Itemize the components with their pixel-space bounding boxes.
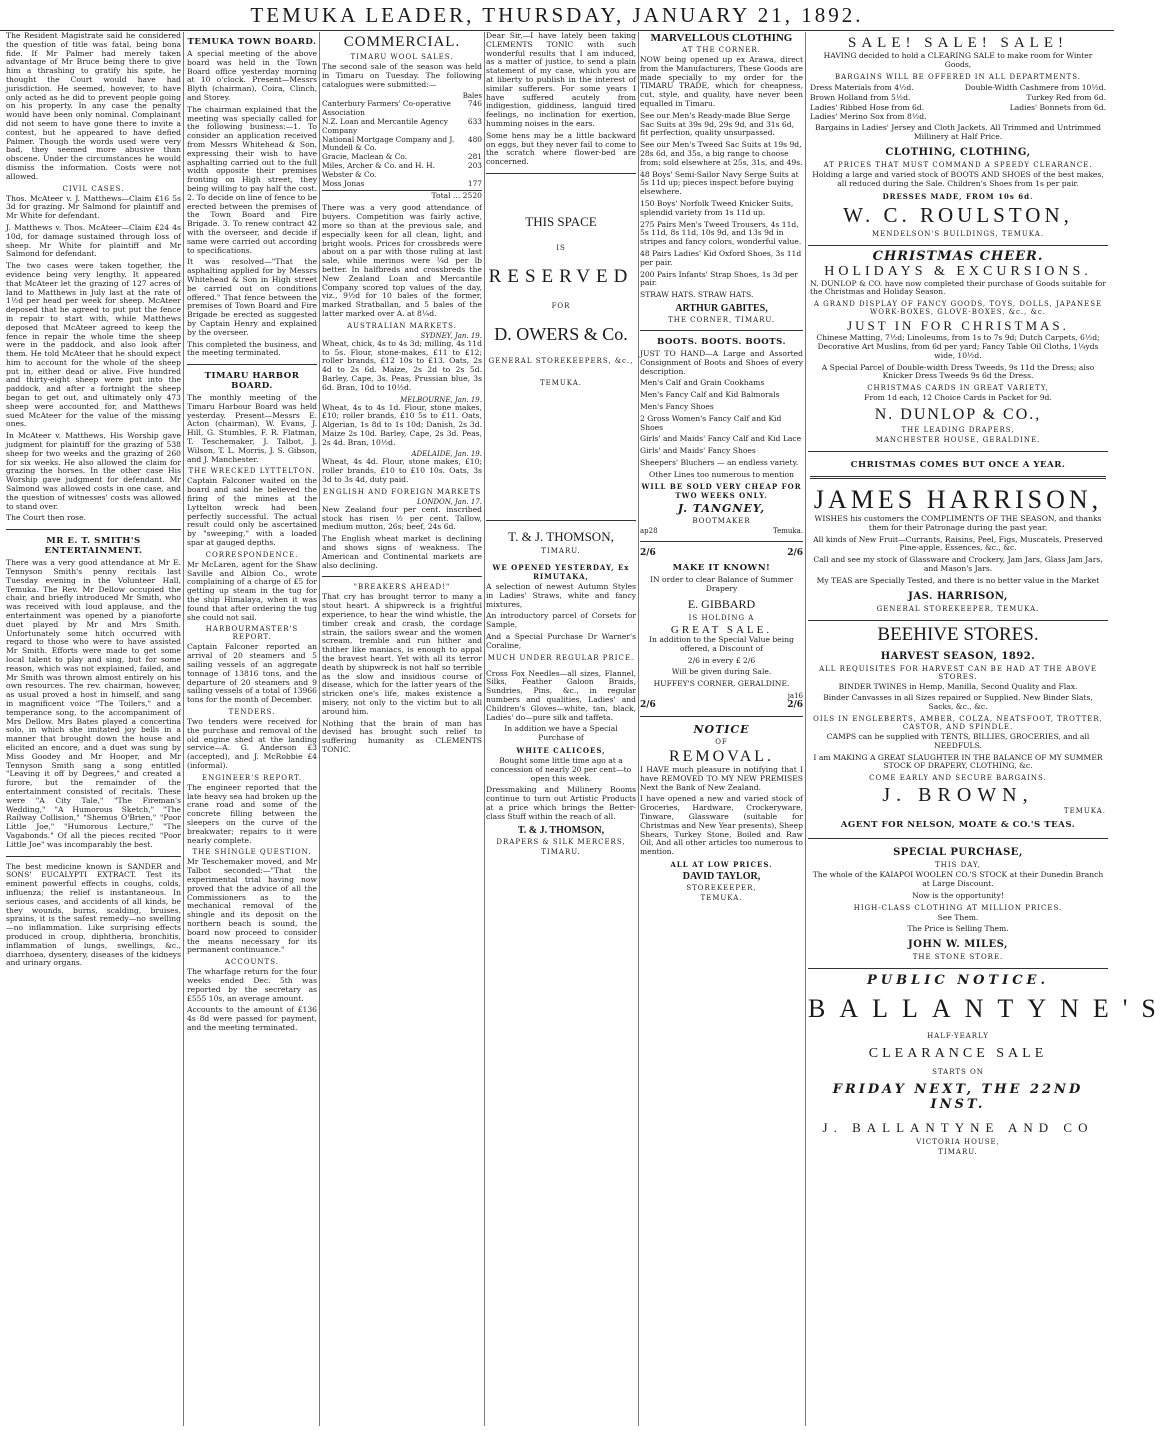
ad-line: COME EARLY AND SECURE BARGAINS.: [869, 774, 1047, 783]
ad-line: RESERVED: [488, 265, 634, 287]
ad-text: BINDER TWINES in Hemp, Manilla, Second Quality and Flax.: [838, 681, 1078, 691]
ad-text: N. DUNLOP & CO. have now completed their purchase of Goods suitable for the Christmas and Holiday Season.: [810, 278, 1106, 297]
article-text: The engineer reported that the late heavy sea had broken up the crane road and some of the concrete filling between the sleepers on the curve of the breakwater; repairs to it were nearly complete.: [187, 782, 317, 845]
ad-text: NOW being opened up ex Arawa, direct from the Manufacturers, These Goods are made specially to my order for the TIMARU TRADE, which for cheapness, cut, style, and quality, have never been equalled in Timaru.: [640, 55, 803, 108]
ad-line: THIS DAY,: [935, 861, 981, 870]
ad-line: WE OPENED YESTERDAY, Ex RIMUTAKA,: [492, 562, 630, 581]
article-text: The wharfage return for the four weeks ended Dec. 5th was reported by the secretary as £555 10s, an average amount.: [187, 967, 317, 1003]
harrison-advertisement: [808, 452, 1108, 621]
price-tag: 2/6: [640, 700, 656, 711]
ad-headline: BOOTS. BOOTS. BOOTS.: [656, 336, 787, 347]
divider: [6, 856, 181, 857]
article-headline: TIMARU HARBOR BOARD.: [204, 371, 300, 392]
ad-text: The whole of the KAIAPOI WOOLEN CO.'S STOCK at their Dunedin Branch at Large Discount.: [812, 870, 1104, 888]
roulston-advertisement: [808, 32, 1108, 246]
ad-line: BOOTMAKER: [692, 517, 751, 526]
ad-line: TIMARU.: [541, 546, 581, 555]
table-cell-name: Miles, Archer & Co. and H. H. Webster & Co.: [322, 160, 435, 179]
masthead: TEMUKA LEADER, THURSDAY, JANUARY 21, 1892.: [0, 0, 1114, 31]
ad-advertiser: T. & J. THOMSON,: [517, 825, 605, 837]
article-text: Mr McLaren, agent for the Shaw Saville and Albion Co., wrote complaining of a charge of £5 for getting up steam in the tug for the ship Himalaya, when it was found that after ordering the tug she could not sail.: [187, 559, 317, 622]
column-5: [640, 32, 803, 1426]
ad-line: ALL REQUISITES FOR HARVEST CAN BE HAD AT THE ABOVE STORES.: [819, 664, 1097, 681]
ad-line: AT THE CORNER.: [682, 46, 761, 54]
ad-line: IS HOLDING A: [688, 614, 755, 623]
article-text: That cry has brought terror to many a stout heart. A shipwreck is a frightful experience, to hear the wind whistle, the timber creak and crash, the cordage strain, the sailors swear and the women scream, tremble and run hither and thither like maniacs, is enough to appal the bravest heart. Yet with all its terror death by shipwreck is not half so terrible as the slow and insidious course of disease, which for the latter years of the stricken one's life, makes existence a misery, not only to the victim but to all around him.: [322, 592, 482, 716]
section-heading: THE SHINGLE QUESTION.: [192, 848, 312, 857]
column-4: [486, 32, 636, 1426]
ad-line: VICTORIA HOUSE,: [916, 1138, 1000, 1147]
ad-text: A Special Parcel of Double-width Dress Tweeds, 9s 11d the Dress; also Knicker Dress Tweeds 9s 6d the Dress.: [821, 362, 1095, 381]
ad-text: A selection of newest Autumn Styles in Ladies' Straws, white and fancy mixtures,: [486, 581, 636, 609]
divider: [322, 576, 482, 577]
ad-text: All kinds of New Fruit—Currants, Raisins, Peel, Figs, Muscatels, Preserved Pine-apple, Essences, &c., &c.: [813, 534, 1103, 553]
list-item: 48 Boys' Semi-Sailor Navy Serge Suits at 5s 11d up; pieces inspect before buying elsewhere.: [640, 169, 799, 197]
ad-line: TIMARU.: [541, 848, 581, 857]
ad-line: DRAPERS & SILK MERCERS,: [496, 838, 626, 847]
ad-advertiser: BALLANTYNE'S: [808, 994, 1170, 1024]
article-text: Captain Falconer waited on the board and said he believed the firing of the mines at the Lyttelton wreck had been perfectly successful. The actual result could only be ascertained by "sweeping," with a loaded spar at gauged depths.: [187, 476, 317, 548]
ad-line: STOREKEEPER,: [686, 884, 757, 893]
list-item: [810, 83, 1106, 93]
ad-line: AT PRICES THAT MUST COMMAND A SPEEDY CLEARANCE.: [823, 160, 1093, 169]
ad-line: OILS IN ENGLEBERTS, AMBER, COLZA, NEATSFOOT, TROTTER, CASTOR, AND SPINDLE.: [813, 714, 1103, 731]
article-text: This completed the business, and the meeting terminated.: [187, 339, 317, 358]
ad-line: OF: [715, 738, 728, 747]
article-text: There was a very good attendance of buyers. Competition was fairly active, more so than at the previous sale, and especially keen for all clean, light, and bright wools. Prices for crossbreds were about on a par with those ruling at last sale, while merinos were ¼d per lb better. In halfbreds and crossbreds the New Zealand Loan and Mercantile Company scored top values of the day, viz., 9½d for 10 bales of the former, marked Stratballan, and 5 bales of the latter marked over A. at 8¼d.: [322, 203, 482, 318]
ad-line: STARTS ON: [932, 1068, 984, 1077]
ad-advertiser: JAMES HARRISON,: [813, 484, 1103, 514]
table-cell-bales: 746: [467, 99, 482, 109]
ad-text: Dressmaking and Millinery Rooms continue to turn out Artistic Products at a price which brings the Better-class Stuff within the reach of all.: [486, 785, 636, 821]
boots-list: [640, 379, 803, 467]
ad-line: AGENT FOR NELSON, MOATE & CO.'S TEAS.: [840, 820, 1076, 831]
article-text: It was resolved—"That the asphalting applied for by Messrs Whitehead & Son in High street be carried out on conditions offered." That fence between the premises of Town Board and Fire Brigade be erected as suggested by Captain Henry and explained by the overseer.: [187, 257, 317, 337]
ad-line: THE STONE STORE.: [912, 953, 1004, 962]
ad-headline: HARVEST SEASON, 1892.: [880, 650, 1036, 662]
dateline: LONDON, Jan. 17.: [416, 497, 482, 506]
list-item: Men's Fancy Shoes: [640, 401, 714, 411]
ad-text: CAMPS can be supplied with TENTS, BILLIES, GROCERIES, and all NEEDFULS.: [826, 731, 1090, 750]
clothing-price-list: [640, 112, 803, 300]
table-row: [322, 136, 482, 154]
ad-headline: REMOVAL.: [668, 748, 775, 766]
article-headline: ENGLISH AND FOREIGN MARKETS: [322, 487, 482, 496]
ad-line: HALF-YEARLY: [927, 1032, 989, 1041]
ad-line: GENERAL STOREKEEPERS, &c.,: [488, 356, 634, 365]
ad-text: Chinese Matting, 7½d; Linoleums, from 1s to 7s 9d; Dutch Carpets, 6½d; Decorative Art Muslins, from 6d per yard; Fancy Table Oil Cloths, 1¼yds wide, 10½d.: [816, 333, 1100, 360]
article-text: Nothing that the brain of man has devised has brought such relief to suffering humanity as CLEMENTS TONIC.: [322, 718, 482, 754]
ad-line: CHRISTMAS CARDS IN GREAT VARIETY,: [867, 384, 1049, 393]
divider: [486, 520, 636, 521]
ad-advertiser: D. OWERS & Co.: [494, 323, 628, 344]
price-tag: 2/6: [640, 548, 656, 559]
column-3: [322, 32, 482, 1426]
ad-headline: MAKE IT KNOWN!: [672, 563, 771, 574]
section-heading: TENDERS.: [228, 708, 276, 716]
ad-line: THIS SPACE: [525, 213, 597, 229]
sale-item: Brown Holland from 5½d.: [810, 92, 911, 102]
article-text: Some hens may be a little backward on eggs, but they never fail to come to the scratch where flower-bed are concerned.: [486, 130, 636, 167]
dateline: SYDNEY, Jan. 19.: [420, 331, 482, 340]
divider: [486, 173, 636, 174]
ad-line: TEMUKA.: [700, 894, 743, 903]
ballantyne-advertisement: [808, 969, 1170, 1157]
ad-text: My TEAS are Specially Tested, and there is no better value in the Market: [816, 575, 1100, 585]
column-1: [6, 32, 181, 1426]
ad-line: DRESSES MADE, FROM 10s 6d.: [882, 191, 1034, 201]
section-heading: CORRESPONDENCE.: [205, 550, 299, 559]
divider: [640, 716, 803, 717]
ad-line: FRIDAY NEXT, THE 22ND INST.: [832, 1082, 1084, 1113]
table-total: Total ... 2520: [322, 190, 482, 200]
divider: [187, 364, 317, 365]
table-cell-name: National Mortgage Company and J. Mundell & Co.: [322, 134, 455, 153]
column-2: [187, 32, 317, 1426]
ad-text: An introductory parcel of Corsets for Sample,: [486, 611, 636, 630]
section-heading: ACCOUNTS.: [225, 958, 279, 967]
article-text: Two tenders were received for the purchase and removal of the old engine shed at the landing service—A. G. Anderson £3 (accepted), and J. McRobbie £4 (informal).: [187, 717, 317, 770]
column-rule: [319, 32, 320, 1426]
divider: [6, 529, 181, 530]
ad-text: In addition we have a Special Purchase of: [504, 724, 618, 743]
table-cell-name: N.Z. Loan and Mercantile Agency Company: [322, 116, 448, 135]
ad-text: Now is the opportunity!: [912, 890, 1004, 900]
article-text: The two cases were taken together, the evidence being very lengthy. It appeared that McAteer let the grazing of 127 acres of land to Matthews in July last at the rate of 1½d per head per week for sheep. McAteer deposed that he agreed to put put the fence in repair to start with, while Matthews deposed that McAteer agreed to keep the fence in repair the whole time the sheep were in the paddock, and also look after them. He told McAteer that he should expect him to account for the whole of the sheep put in, either dead or alive. Five hundred and thirty-eight sheep were put into the paddock, and after a fortnight the sheep began to get out, and ultimately only 473 sheep were accounted for, and Matthews sued McAteer for the value of the missing ones.: [6, 261, 181, 429]
wool-sales-table: [322, 100, 482, 188]
ad-text: Cross Fox Needles—all sizes, Flannel, Silks, Feather Galoon Braids, Sundries, Pins, &c., in regular numbers and qualities, Ladies' and Children's Gloves—white, tan, black, Ladies' do—pure silk and taffeta.: [486, 668, 636, 722]
ad-line: GENERAL STOREKEEPER, TEMUKA.: [876, 604, 1040, 613]
list-item: STRAW HATS. STRAW HATS.: [640, 290, 754, 300]
ad-line: THE CORNER, TIMARU.: [668, 315, 775, 324]
ad-headline: HOLIDAYS & EXCURSIONS.: [824, 263, 1092, 279]
ad-headline: MARVELLOUS CLOTHING: [650, 32, 793, 44]
section-heading: CIVIL CASES.: [62, 184, 125, 193]
ad-headline: PUBLIC NOTICE.: [867, 973, 1049, 989]
ad-advertiser: N. DUNLOP & CO.,: [874, 405, 1042, 423]
article-text: Captain Falconer reported an arrival of 20 steamers and 5 sailing vessels of an aggregate tonnage of 13816 tons, and the departure of 20 steamers and 9 sailing vessels of a total of 13966 tons for the month of December.: [187, 642, 317, 705]
ad-text: I have opened a new and varied stock of Groceries, Hardware, Crockeryware, Tinware, Glassware (suitable for Christmas and New Year presents), Sheep Shears, Turkey Stone, Boiled and Raw Oil, And all other articles too numerous to mention.: [640, 794, 803, 857]
ad-text: JUST TO HAND—A Large and Assorted Consignment of Boots and Shoes of every description.: [640, 348, 803, 376]
ad-text: I am MAKING A GREAT SLAUGHTER IN THE BALANCE OF MY SUMMER STOCK OF DRAPERY, CLOTHING, &c.: [813, 752, 1103, 771]
sale-price-list: [810, 83, 1106, 113]
ad-advertiser: J. TANGNEY,: [677, 502, 766, 516]
ad-advertiser: E. GIBBARD: [687, 597, 756, 612]
ad-headline: JUST IN FOR CHRISTMAS.: [847, 318, 1069, 334]
column-rule: [183, 32, 184, 1426]
article-text: The second sale of the season was held in Timaru on Tuesday. The following catalogues were submitted:—: [322, 62, 482, 89]
section-title: COMMERCIAL.: [343, 34, 461, 50]
article-text: Mr Teschemaker moved, and Mr Talbot seconded:—"That the experimental trial having now proved that the advice of all the Commissioners as to the mechanical removal of the shingle and its deposit on the northern beach is sound, the board now proceed to consider the means necessary for its permanent continuance.": [187, 857, 317, 955]
article-text: J. Matthews v. Thos. McAteer—Claim £24 4s 10d, for damage sustained through loss of sheep. Mr White for plaintiff and Mr Salmond for defendant.: [6, 222, 181, 259]
article-text: Wheat, chick, 4s to 4s 3d; milling, 4s 11d to 5s. Flour, stone-makes, £11 to £12; roller brands, £12 10s to £13. Oats, 2s 4d to 2s 6d. Maize, 2s 2d to 2s 5d. Barley, Cape, 3s. Peas, Prussian blue, 3s 6d. Bran, 10d to 10½d.: [322, 338, 482, 392]
article-headline: AUSTRALIAN MARKETS.: [347, 321, 457, 330]
table-cell-bales: 203: [467, 160, 482, 170]
list-item: 200 Pairs Infants' Strap Shoes, 1s 3d per pair.: [640, 269, 798, 288]
ad-headline: CHRISTMAS CHEER.: [872, 248, 1044, 264]
ad-line: MUCH UNDER REGULAR PRICE.: [487, 653, 635, 662]
article-text: The chairman explained that the meeting was specially called for the following business:—1. To consider an application received from Messrs Whitehead & Son, expressing their wish to have asphalting carried out to the full width opposite their premises fronting on High street, they being willing to pay half the cost. 2. To decide on line of fence to be erected between the premises of the Town Board and Fire Brigade. 3. To renew contract 42 with the overseer, and decide if same were carried out according to specifications.: [187, 104, 318, 255]
ad-line: TIMARU.: [938, 1148, 978, 1157]
ad-text: In addition to the Special Value being offered, a Discount of: [649, 635, 794, 653]
ad-line: TEMUKA.: [539, 378, 583, 387]
ad-headline: SPECIAL PURCHASE,: [893, 847, 1023, 859]
ad-line: ap28: [640, 527, 658, 536]
article-text: The Resident Magistrate said he considered the question of title was fatal, being bona fide. If Mr Palmer had merely taken advantage of Mr Bruce being there to give him a thrashing to gratify his spite, he thought the Court would have had jurisdiction. He seemed, however, to have only acted as he did to prevent people going on his property. In any case the penalty would have been only nominal. Complainant did not seem to have gone there to invite a contest, but he appeared to have defied Palmer. Though the words used were very bad, they seemed more abusive than obscene. Under the circumstances he would dismiss the information. Costs were not allowed.: [6, 31, 181, 181]
table-header: Bales: [462, 92, 482, 101]
ad-text: From 1d each, 12 Choice Cards in Packet for 9d.: [864, 393, 1052, 403]
ad-headline: CLOTHING, CLOTHING,: [885, 146, 1031, 158]
ad-text: See Them.: [937, 912, 979, 922]
ad-text: HUFFEY'S CORNER, GERALDINE.: [653, 679, 790, 689]
table-cell-name: Canterbury Farmers' Co-operative Association: [322, 99, 451, 118]
ad-headline: SALE! SALE! SALE!: [848, 35, 1068, 51]
list-item: 48 Pairs Ladies' Kid Oxford Shoes, 3s 11d per pair.: [640, 248, 802, 267]
section-heading: HARBOURMASTER'S REPORT.: [205, 625, 299, 642]
ad-line: HIGH-CLASS CLOTHING AT MILLION PRICES.: [853, 903, 1063, 912]
dateline: MELBOURNE, Jan. 19.: [400, 395, 482, 404]
price-tag: 2/6: [787, 700, 803, 711]
table-cell-bales: 177: [467, 178, 482, 188]
table-cell-bales: 480: [467, 134, 482, 144]
ad-line: TEMUKA.: [1063, 807, 1106, 816]
table-row: [322, 180, 482, 189]
divider: [810, 476, 1106, 479]
ad-text: WISHES his customers the COMPLIMENTS OF THE SEASON, and thanks them for their Patronage during the past year.: [814, 513, 1102, 532]
list-item: 275 Pairs Men's Tweed Trousers, 4s 11d, 5s 11d, 8s 11d, 10s 9d, and 13s 9d in stripes and fancy colors, wonderful value.: [640, 219, 802, 247]
list-item: See our Men's Ready-made Blue Serge Sac Suits at 39s 9d, 29s 9d, and 31s 6d, fit perfection, quality unsurpassed.: [640, 110, 795, 138]
article-text: Accounts to the amount of £136 4s 8d were passed for payment, and the meeting terminated.: [187, 1005, 317, 1032]
article-text: Wheat, 4s to 4s 1d. Flour, stone makes, £10; roller brands, £10 5s to £11. Oats, Algerian, 1s 8d to 1s 10d; Danish, 2s 3d. Maize 2s 10d. Barley, Cape, 2s 3d. Peas, 2s 4d. Bran, 10½d.: [322, 402, 482, 447]
list-item: [810, 93, 1106, 103]
table-row: [322, 100, 482, 118]
ad-advertiser: T. & J. THOMSON,: [508, 528, 614, 544]
owers-advertisement: [486, 214, 636, 514]
list-item: Girls' and Maids' Fancy Calf and Kid Lace: [640, 434, 802, 444]
ad-advertiser: J. BALLANTYNE AND CO: [822, 1120, 1094, 1136]
ad-advertiser: J. BROWN,: [882, 784, 1034, 807]
ad-line: ja16: [787, 692, 803, 701]
miles-advertisement: [808, 839, 1108, 969]
article-text: There was a very good attendance at Mr E. Tennyson Smith's penny recitals last Tuesday evening in the Volunteer Hall, Temuka. The Rev. Mr Dellow occupied the chair, and briefly introduced Mr Smith, who was received with loud applause, and the entertainment was opened by a pianoforte duet played by Mr and Mrs Smith. Unfortunately some hitch occurred with regard to those who were to have assisted Mr Smith. Efforts were made to get some local talent to play and sing, but for some reason, which was not explained, failed, and Mr Smith was thrown almost entirely on his own resources. The rev. chairman, however, as usual proved a host in himself, and sang in magnificent voice "The Toilers," and a temperance song, to the accompaniment of Mrs Dellow. Mrs Bates played a concertina solo, in which she imitated joy bells in a manner that brought down the house and elicited an encore, and a duet was sung by Miss Goodey and Mr Hooper, and Mr Tennyson Smith sang a song entitled "Leaving it off by Degrees," and created a furore, but the remainder of the entertainment consisted of recitals. These were "A City Tale," "The Fireman's Wedding," "A Humorous Sketch," "The Railway Collision," "Shemus O'Brien," "Poor Little Joe," "Humorous Lecture," "The Vagabonds." Of all the pieces recited "Poor Little Joe" was incomparably the best.: [6, 558, 181, 849]
article-text: Thos. McAteer v. J. Matthews—Claim £16 5s 3d for grazing. Mr Salmond for plaintiff and Mr White for defendant.: [6, 193, 181, 221]
ad-line: WILL BE SOLD VERY CHEAP FOR TWO WEEKS ONLY.: [641, 482, 802, 501]
ad-line: CLEARANCE SALE: [868, 1046, 1048, 1062]
article-headline: MR E. T. SMITH'S ENTERTAINMENT.: [44, 536, 143, 557]
ad-text: Ladies' Merino Sox from 8½d.: [810, 111, 927, 121]
table-cell-name: Moss Jonas: [322, 178, 365, 188]
article-text: The Court then rose.: [6, 513, 86, 523]
table-cell-bales: 281: [467, 152, 482, 162]
list-item: Men's Calf and Grain Cookhams: [640, 378, 765, 388]
ad-line: BARGAINS WILL BE OFFERED IN ALL DEPARTMENTS.: [835, 72, 1081, 81]
dunlop-advertisement: [808, 246, 1108, 452]
ad-text: I HAVE much pleasure in notifying that I have REMOVED TO MY NEW PREMISES Next the Bank of New Zealand.: [640, 765, 803, 792]
ad-headline: BEEHIVE STORES.: [877, 623, 1039, 645]
ad-text: Binder Canvasses in all Sizes repaired or Supplied. New Binder Slats, Sacks, &c., &c.: [823, 693, 1093, 712]
ad-line: MANCHESTER HOUSE, GERALDINE.: [875, 435, 1041, 444]
dateline: ADELAIDE, Jan. 19.: [411, 450, 482, 459]
list-item: See our Men's Tweed Sac Suits at 19s 9d, 28s 6d, and 35s, a big range to choose from; sold elsewhere at 25s, 31s, and 49s.: [640, 140, 803, 167]
ad-line: IS: [556, 243, 566, 252]
section-heading: THE WRECKED LYTTELTON.: [188, 467, 316, 476]
divider: [640, 330, 803, 331]
article-text: A special meeting of the above board was held in the Town Board office yesterday morning at 10 o'clock. Present—Messrs Blyth (chairman), Coira, Clinch, and Storey.: [187, 49, 317, 102]
ad-line: MENDELSON'S BUILDINGS, TEMUKA.: [872, 229, 1044, 238]
ad-line: THE LEADING DRAPERS,: [901, 425, 1015, 434]
ad-text: Other Lines too numerous to mention: [649, 469, 794, 479]
ad-text: The Price is Selling Them.: [907, 924, 1009, 934]
article-headline: "BREAKERS AHEAD!": [353, 583, 451, 592]
ad-text: Call and see my stock of Glassware and Crockery, Jam Jars, Glass Jam Jars, and Mason's Jars.: [813, 555, 1103, 573]
list-item: Sheepers' Bluchers — an endless variety.: [640, 457, 799, 467]
ad-line: ALL AT LOW PRICES.: [670, 860, 773, 870]
price-tag: 2/6: [787, 548, 803, 559]
sale-item: Double-Width Cashmere from 10½d.: [964, 82, 1106, 92]
sale-item: Ladies' Bonnets from 6d.: [1009, 102, 1106, 112]
list-item: Girls' and Maids' Fancy Shoes: [640, 446, 756, 456]
ad-headline: NOTICE: [693, 723, 750, 737]
ad-text: And a Special Purchase Dr Warner's Coraline,: [486, 631, 636, 650]
section-heading: ENGINEER'S REPORT.: [202, 773, 302, 782]
list-item: Men's Fancy Calf and Kid Balmorals: [640, 390, 780, 400]
ad-line: GREAT SALE.: [670, 624, 773, 637]
article-text: Dear Sir,—I have lately been taking CLEMENTS TONIC with such wonderful results that I am induced, as a matter of justice, to send a plain statement of my case, which you are at liberty to publish in the interest of similar sufferers. For some years I have suffered acutely from indigestion, giddiness, languid tired feelings, no inclination for exertion, humming noises in the ears.: [486, 31, 636, 128]
ad-advertiser: JOHN W. MILES,: [908, 939, 1008, 951]
ad-text: HAVING decided to hold a CLEARING SALE to make room for Winter Goods,: [823, 51, 1093, 69]
divider: [640, 541, 803, 542]
beehive-advertisement: [808, 621, 1108, 840]
ad-line: A GRAND DISPLAY OF FANCY GOODS, TOYS, DOLLS, JAPANESE WORK-BOXES, GLOVE-BOXES, &c., &c.: [813, 300, 1103, 317]
article-headline: TIMARU WOOL SALES.: [350, 53, 454, 61]
ad-headline: CHRISTMAS COMES BUT ONCE A YEAR.: [850, 459, 1066, 470]
advertisement-text: The best medicine known is SANDER and SONS' EUCALYPTI EXTRACT. Test its eminent powerful effects in coughs, colds, influenza; the relief is instantaneous. In serious cases, and accidents of all kinds, be they wounds, burns, scalding, bruises, sprains, it is the safest remedy—no swelling—no inflammation. Like surprising effects produced in croup, diphtheria, bronchitis, inflammation of lungs, swellings, &c., diarrhoea, dysentery, diseases of the kidneys and urinary organs.: [6, 861, 181, 968]
table-row: [322, 118, 482, 136]
sale-item: Ladies' Ribbed Hose from 6d.: [810, 102, 925, 112]
article-text: The English wheat market is declining and shows signs of weakness. The American and Continental markets are also declining.: [322, 534, 482, 570]
ad-text: Will be given during Sale.: [671, 667, 772, 677]
column-rule: [805, 32, 806, 1426]
ad-text: IN order to clear Balance of Summer Drapery: [650, 575, 793, 594]
sale-item: Turkey Red from 6d.: [1026, 92, 1106, 102]
table-row: [322, 162, 482, 180]
article-headline: TEMUKA TOWN BOARD.: [187, 37, 317, 47]
article-text: Wheat, 4s 4d. Flour, stone makes, £10; roller brands, £10 to £10 10s. Oats, 3s 3d to 3s 4d, duty paid.: [322, 457, 482, 485]
article-text: In McAteer v. Matthews, His Worship gave judgment for plaintiff for the grazing of 538 sheep for two weeks and the grazing of 260 for six weeks. He also allowed the claim for grazing the horses. In the other case His Worship gave judgment for defendant. Mr Salmond was allowed costs in one case, and the question of witnesses' costs was allowed to stand over.: [6, 431, 181, 511]
column-6: [808, 32, 1170, 1426]
ad-line: WHITE CALICOES,: [516, 745, 606, 755]
article-text: New Zealand four per cent. inscribed stock has risen ½ per cent. Tallow, medium mutton, 26s; beef, 24s 6d.: [322, 504, 482, 532]
ad-advertiser: DAVID TAYLOR,: [682, 871, 761, 883]
ad-line: Temuka.: [772, 527, 803, 536]
table-cell-bales: 633: [467, 116, 482, 126]
column-rule: [638, 32, 639, 1426]
ad-line: JAS. HARRISON,: [908, 590, 1008, 602]
list-item: 150 Boys' Norfolk Tweed Knicker Suits, splendid variety from 1s 11d up.: [640, 198, 794, 217]
ad-text: Holding a large and varied stock of BOOTS AND SHOES of the best makes, all reduced during the Sale. Children's Shoes from 1s per pair.: [812, 169, 1104, 188]
ad-line: FOR: [551, 301, 571, 310]
ad-text: Bought some little time ago at a concession of nearly 20 per cent—to open this week.: [490, 755, 632, 783]
table-cell-name: Gracie, Maclean & Co.: [322, 152, 408, 162]
list-item: 2 Gross Women's Fancy Calf and Kid Shoes: [640, 413, 782, 432]
sale-item: Dress Materials from 4½d.: [810, 82, 914, 92]
ad-text: 2/6 in every £ 2/6: [687, 655, 756, 665]
ad-advertiser: ARTHUR GABITES,: [675, 302, 768, 314]
ad-advertiser: W. C. ROULSTON,: [843, 202, 1073, 227]
ad-text: Bargains in Ladies' Jersey and Cloth Jackets. All Trimmed and Untrimmed Millinery at Half Price.: [815, 123, 1101, 142]
column-rule: [484, 32, 485, 1426]
article-text: The monthly meeting of the Timaru Harbour Board was held yesterday. Present—Messrs E. Acton (chairman), W. Evans, J. Hill, G. Stumbles, F. R. Flatman, T. Teschemaker, J. Talbot, J. Wilson, T. L. Morris, J. S. Gibson, and J. Manchester.: [187, 393, 317, 464]
